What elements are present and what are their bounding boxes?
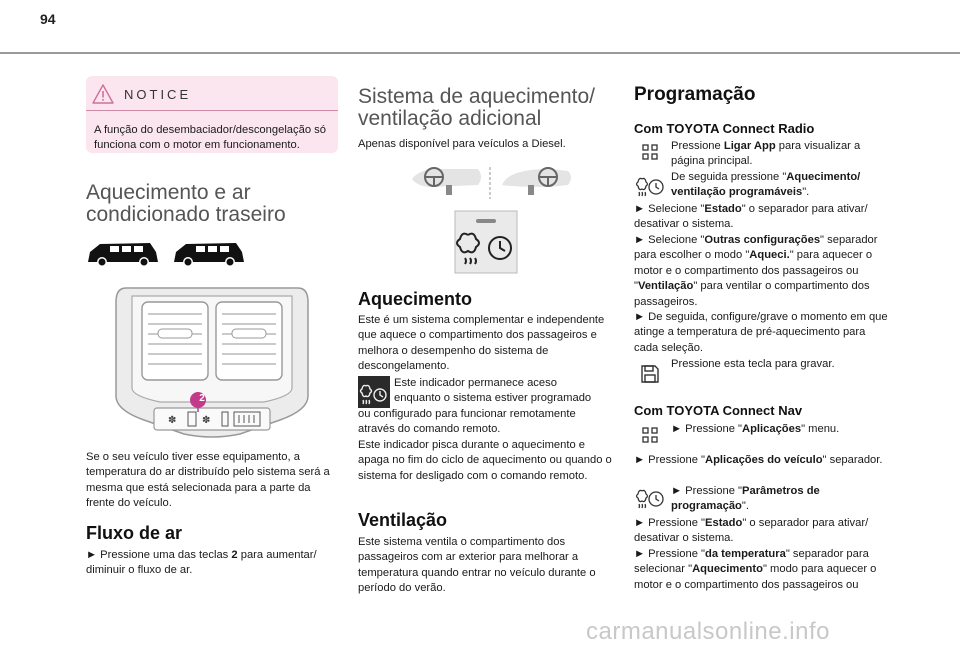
svg-text:✽: ✽ bbox=[168, 415, 177, 426]
airflow-key: 2 bbox=[231, 549, 238, 561]
apps-grid-icon bbox=[642, 144, 658, 160]
nav-apps-grid-icon bbox=[642, 427, 658, 443]
notice-box bbox=[86, 76, 338, 153]
column-1 bbox=[86, 76, 338, 577]
heating-para1: Este é um sistema complementar e independente que aquece o compartimento dos passageiros e melhora o desempenho do sistema de descongelamento. bbox=[358, 314, 605, 373]
heating-para2-rest: ou configurado para funcionar remotamente através do comando remoto. bbox=[358, 408, 576, 436]
nav-step1: ► Pressione "Aplicações" menu. bbox=[671, 423, 840, 435]
steering-wheel-icon bbox=[408, 165, 576, 201]
heating-para3: Este indicador pisca durante o aquecimento e apaga no fim do ciclo de aquecimento ou quando o sistema for desligado com o comando remoto. bbox=[358, 439, 612, 482]
vehicle-silhouettes-icon bbox=[86, 238, 246, 270]
radio-step3: ► Selecione "Estado" o separador para ativar/ desativar o sistema. bbox=[634, 203, 868, 231]
watermark: carmanualsonline.info bbox=[586, 618, 830, 645]
programmable-heating-icon bbox=[634, 174, 666, 198]
aux-heating-intro: Apenas disponível para veículos a Diesel. bbox=[358, 138, 566, 150]
radio-step5: ► De seguida, configure/grave o momento em que atinge a temperatura de pré-aquecimento para cada seleção. bbox=[634, 311, 888, 354]
notice-header bbox=[92, 84, 191, 104]
callout-number: 2 bbox=[199, 393, 205, 404]
airflow-paragraph bbox=[86, 548, 338, 579]
ventilation-title: Ventilação bbox=[358, 510, 448, 530]
rear-ac-title-line1: Aquecimento e ar bbox=[86, 181, 251, 204]
warning-icon bbox=[92, 84, 114, 104]
notice-text: A função do desembaciador/descongelação só funciona com o motor em funcionamento. bbox=[94, 124, 326, 151]
nav-programmable-heating-icon bbox=[634, 486, 666, 510]
nav-step5: ► Pressione "da temperatura" separador para selecionar "Aquecimento" modo para aquecer o motor e o compartimento dos passageiros ou bbox=[634, 548, 877, 591]
notice-label: NOTICE bbox=[124, 86, 192, 102]
svg-text:✽: ✽ bbox=[202, 415, 211, 426]
airflow-text-pre: ► Pressione uma das teclas bbox=[86, 549, 232, 561]
nav-step3: ► Pressione "Parâmetros de programação". bbox=[671, 485, 820, 513]
nav-step4: ► Pressione "Estado" o separador para ativar/ desativar o sistema. bbox=[634, 517, 869, 545]
heater-indicator-icon bbox=[454, 210, 518, 274]
radio-step1: Pressione Ligar App para visualizar a página principal. bbox=[671, 140, 861, 168]
rear-vent-illustration bbox=[114, 284, 310, 442]
top-rule bbox=[0, 52, 960, 54]
radio-step6: Pressione esta tecla para gravar. bbox=[671, 358, 835, 370]
aux-heating-title bbox=[358, 86, 595, 130]
nav-subtitle: Com TOYOTA Connect Nav bbox=[634, 403, 803, 418]
ventilation-paragraph: Este sistema ventila o compartimento dos passageiros com ar exterior para melhorar a temperatura quando entrar no veículo durante o período do verão. bbox=[358, 536, 596, 595]
programming-title: Programação bbox=[634, 84, 756, 105]
airflow-title: Fluxo de ar bbox=[86, 523, 183, 543]
notice-divider bbox=[86, 110, 338, 111]
rear-ac-title-line2: condicionado traseiro bbox=[86, 203, 286, 226]
aux-heating-title-line1: Sistema de aquecimento/ bbox=[358, 85, 595, 108]
save-icon bbox=[640, 364, 660, 384]
rear-ac-title bbox=[86, 182, 286, 226]
radio-step2: De seguida pressione "Aquecimento/ ventilação programáveis". bbox=[671, 171, 861, 199]
nav-step2: ► Pressione "Aplicações do veículo" separador. bbox=[634, 454, 883, 466]
radio-subtitle: Com TOYOTA Connect Radio bbox=[634, 121, 815, 136]
heating-indicator-icon bbox=[358, 376, 390, 408]
heating-title: Aquecimento bbox=[358, 289, 473, 309]
heating-para2-indent2: enquanto o sistema estiver programado bbox=[394, 392, 592, 404]
rear-ac-paragraph: Se o seu veículo tiver esse equipamento, a temperatura do ar distribuído pelo sistema será a mesma que está selecionada para a parte da frente do veículo. bbox=[86, 451, 330, 510]
radio-step4: ► Selecione "Outras configurações" separador para escolher o modo "Aqueci." para aquecer o motor e o compartimento dos passageiros ou "Ventilação" para ventilar o compartimento dos passageiros. bbox=[634, 234, 878, 308]
heating-para2-indent1: Este indicador permanece aceso bbox=[394, 377, 557, 389]
page-number: 94 bbox=[40, 11, 56, 27]
airflow-text-post: para aumentar/ diminuir o fluxo de ar. bbox=[86, 549, 317, 577]
aux-heating-title-line2: ventilação adicional bbox=[358, 107, 542, 130]
